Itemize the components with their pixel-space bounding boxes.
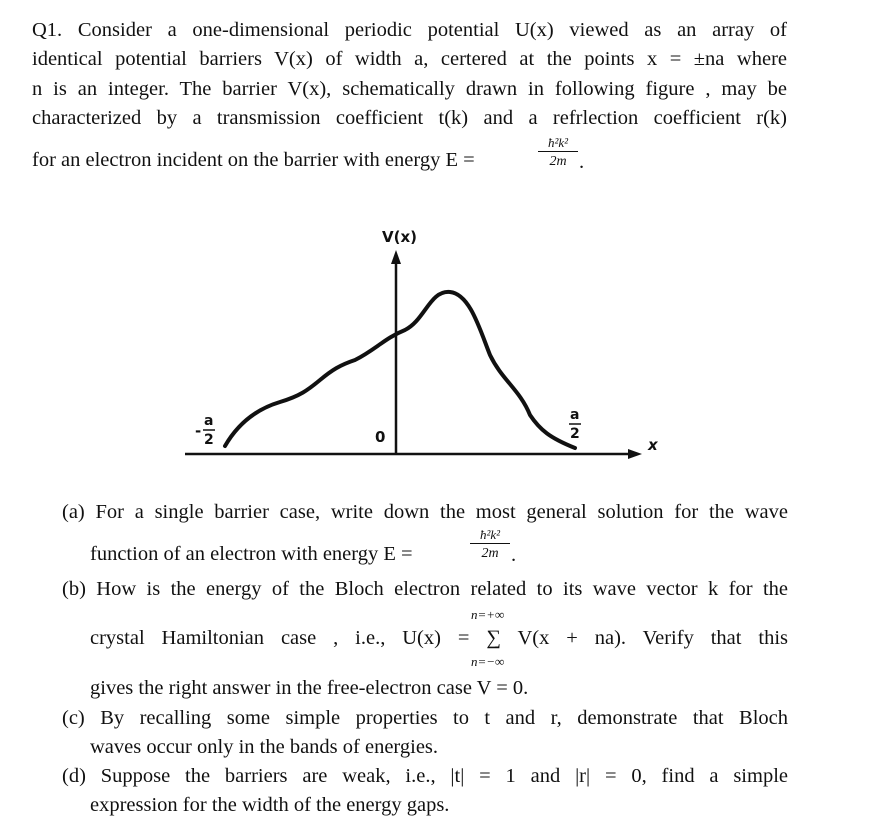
part-a-energy-prefix: function of an electron with energy E =: [90, 543, 413, 565]
barrier-potential-figure: [180, 220, 660, 470]
part-b-sum-lower: n=−∞: [471, 654, 505, 669]
right-tick-denominator: 2: [570, 426, 580, 442]
intro-energy-denominator: 2m: [549, 154, 567, 169]
part-d-line-1: (d) Suppose the barriers are weak, i.e., |t| = 1 and |r| = 0, find a simple: [62, 765, 788, 787]
left-tick-numerator: a: [204, 413, 214, 429]
intro-line-1: Q1. Consider a one-dimensional periodic potential U(x) viewed as an array of: [32, 19, 787, 41]
part-a-line-1: (a) For a single barrier case, write down the most general solution for the wave: [62, 501, 788, 523]
y-axis-arrow: [391, 250, 401, 264]
intro-line-2: identical potential barriers V(x) of width a, certered at the points x = ±na where: [32, 48, 787, 70]
part-a-numerator: ħ²k²: [479, 527, 501, 542]
left-tick-denominator: 2: [204, 432, 214, 448]
right-tick-numerator: a: [570, 407, 580, 423]
part-c-line-2: waves occur only in the bands of energies.: [90, 736, 439, 758]
intro-energy-suffix: .: [579, 151, 585, 173]
intro-energy-fraction: [538, 136, 578, 169]
part-b-line-2: crystal Hamiltonian case , i.e., U(x) = ∑ V(x + na). Verify that this: [90, 627, 788, 649]
part-a-denominator: 2m: [481, 546, 499, 561]
intro-line-3: n is an integer. The barrier V(x), schematically drawn in following figure , may be: [32, 78, 787, 100]
part-c-line-1: (c) By recalling some simple properties to t and r, demonstrate that Bloch: [62, 707, 788, 729]
y-axis-label: V(x): [382, 228, 417, 246]
left-tick-sign: -: [195, 422, 202, 440]
part-d-line-2: expression for the width of the energy gaps.: [90, 794, 450, 816]
part-b-sum-upper: n=+∞: [471, 607, 505, 622]
x-axis-label: x: [648, 436, 658, 454]
intro-line-4: characterized by a transmission coefficient t(k) and a refrlection coefficient r(k): [32, 107, 787, 129]
x-axis-arrow: [628, 449, 642, 459]
intro-energy-prefix: for an electron incident on the barrier with energy E =: [32, 149, 475, 171]
intro-energy-numerator: ħ²k²: [547, 135, 569, 150]
part-a-suffix: .: [511, 544, 517, 566]
part-a-energy-fraction: [470, 528, 510, 561]
origin-label: 0: [375, 428, 386, 446]
part-b-line-3: gives the right answer in the free-electron case V = 0.: [90, 677, 529, 699]
barrier-curve: [225, 292, 575, 448]
part-b-line-1: (b) How is the energy of the Bloch electron related to its wave vector k for the: [62, 578, 788, 600]
